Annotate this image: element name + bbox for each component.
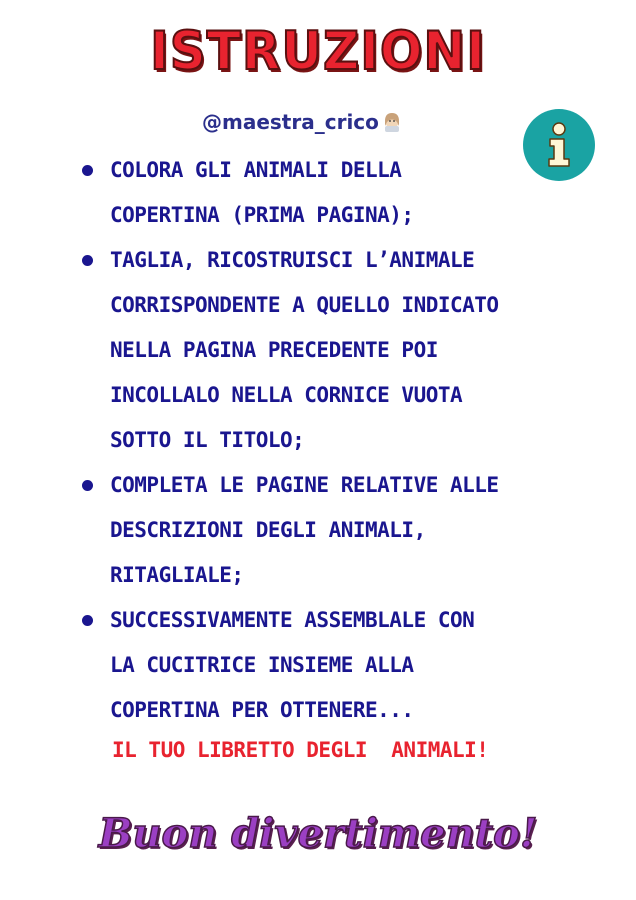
instruction-line: INCOLLALO NELLA CORNICE VUOTA [110,383,463,407]
instruction-item [78,148,618,238]
instruction-line: CORRISPONDENTE A QUELLO INDICATO [110,293,499,317]
bullet-icon [82,165,93,176]
bullet-icon [82,615,93,626]
page-title: ISTRUZIONI [150,20,486,82]
author-handle [202,110,402,134]
footer-message: Buon divertimento! [98,810,538,857]
instruction-line: COLORA GLI ANIMALI DELLA [110,158,402,182]
instruction-line: COPERTINA PER OTTENERE... [110,698,414,722]
instruction-line: SUCCESSIVAMENTE ASSEMBLALE CON [110,608,475,632]
instruction-line: LA CUCITRICE INSIEME ALLA [110,653,414,677]
instruction-line: COPERTINA (PRIMA PAGINA); [110,203,414,227]
instruction-list [78,148,618,733]
instruction-line: COMPLETA LE PAGINE RELATIVE ALLE [110,473,499,497]
instruction-line: RITAGLIALE; [110,563,244,587]
instruction-line: SOTTO IL TITOLO; [110,428,305,452]
author-handle-text: @maestra_crico [202,110,379,134]
instruction-line: NELLA PAGINA PRECEDENTE POI [110,338,438,362]
instruction-line: TAGLIA, RICOSTRUISCI L’ANIMALE [110,248,475,272]
bullet-icon [82,480,93,491]
instruction-line: DESCRIZIONI DEGLI ANIMALI, [110,518,426,542]
instruction-item [78,598,618,733]
avatar-icon [382,112,402,132]
instruction-item [78,463,618,598]
bullet-icon [82,255,93,266]
closing-line: IL TUO LIBRETTO DEGLI ANIMALI! [112,738,489,762]
instruction-item [78,238,618,463]
